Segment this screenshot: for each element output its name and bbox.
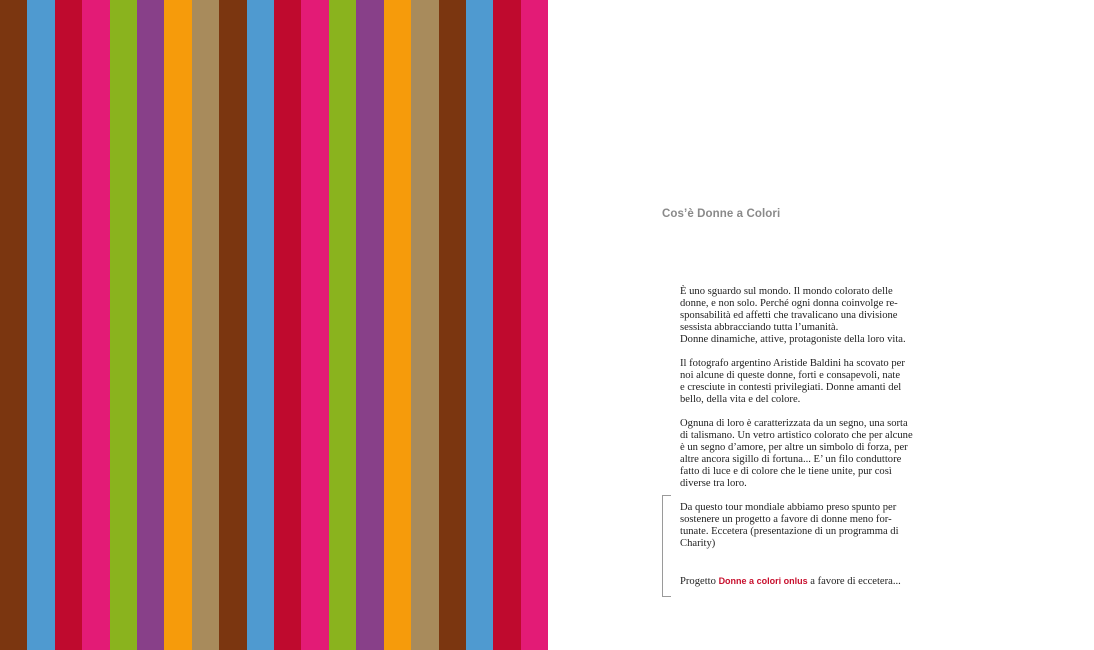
color-stripe [411, 0, 438, 650]
quote-bracket [662, 495, 671, 597]
color-stripe [274, 0, 301, 650]
color-stripe [356, 0, 383, 650]
paragraph-4: Da questo tour mondiale abbiamo preso spunto per sostenere un progetto a favore di donne meno for- tunate. Eccetera (presentazione di un programma di Charity) [680, 502, 899, 549]
color-stripe [0, 0, 27, 650]
color-stripe [521, 0, 548, 650]
color-stripe [384, 0, 411, 650]
color-stripe [137, 0, 164, 650]
color-stripe [82, 0, 109, 650]
paragraph-2: Il fotografo argentino Aristide Baldini ha scovato per noi alcune di queste donne, forti e consapevoli, nate e cresciute in contesti privilegiati. Donne amanti del bello, della vita e del colore. [680, 358, 905, 405]
color-stripe [247, 0, 274, 650]
project-line [680, 575, 901, 588]
color-stripe [164, 0, 191, 650]
paragraph-3: Ognuna di loro è caratterizzata da un segno, una sorta di talismano. Un vetro artistico colorato che per alcune è un segno d’amore, per altre un simbolo di forza, per altre ancora sigillo di fortuna... E’ un filo conduttore fatto di luce e di colore che le tiene unite, pur così diverse tra loro. [680, 418, 913, 489]
color-stripe [55, 0, 82, 650]
color-stripe [466, 0, 493, 650]
project-suffix: a favore di eccetera... [807, 576, 901, 587]
color-stripe [192, 0, 219, 650]
paragraph-1: È uno sguardo sul mondo. Il mondo colorato delle donne, e non solo. Perché ogni donna coinvolge re- sponsabilità ed affetti che travalicano una divisione sessista abbracciando tutta l’umanità. Donne dinamiche, attive, protagoniste della loro vita. [680, 286, 906, 345]
color-stripe [219, 0, 246, 650]
color-stripe [110, 0, 137, 650]
text-page [548, 0, 1094, 650]
color-stripe [329, 0, 356, 650]
color-stripe [439, 0, 466, 650]
color-stripe [301, 0, 328, 650]
color-stripe [27, 0, 54, 650]
project-name-highlight: Donne a colori onlus [718, 576, 808, 586]
color-stripe [493, 0, 520, 650]
page-title: Cos’è Donne a Colori [662, 208, 781, 220]
body-text [680, 286, 940, 562]
project-prefix: Progetto [680, 576, 719, 587]
